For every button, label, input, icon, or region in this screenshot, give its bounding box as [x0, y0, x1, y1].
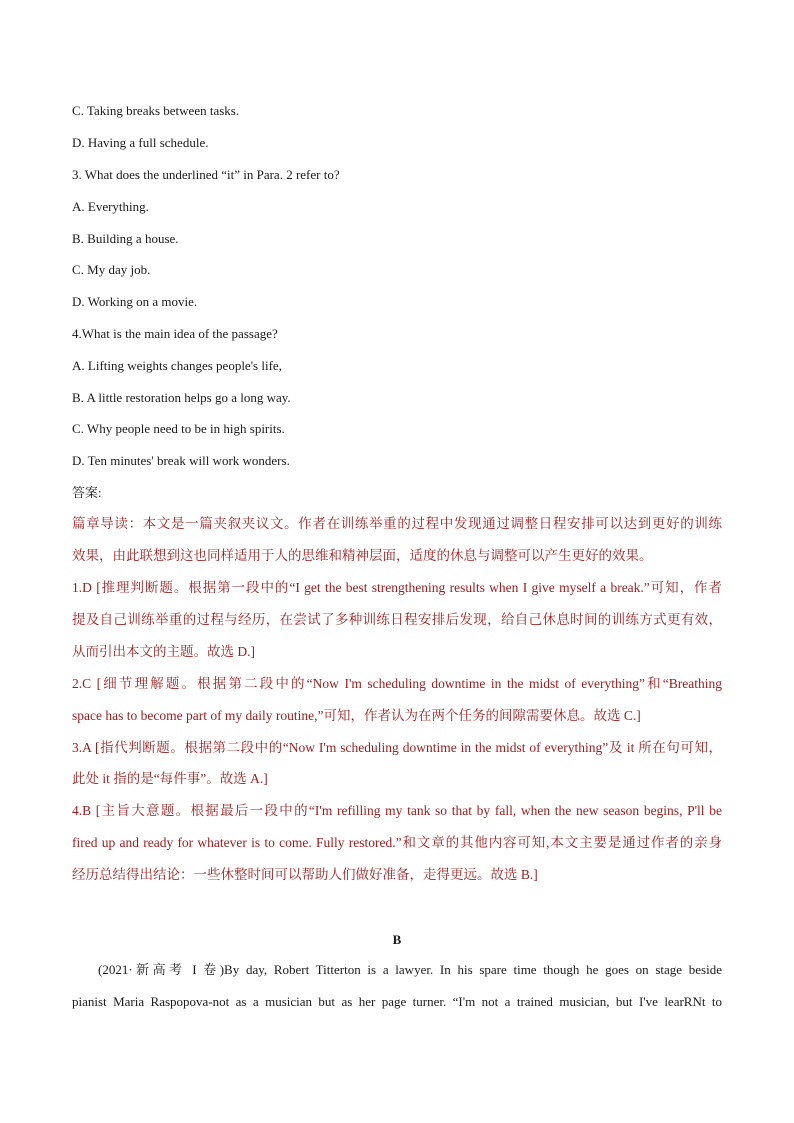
answer-3-line-1: 3.A [指代判断题。根据第二段中的“Now I'm scheduling downtime in the midst of everything”及 it 所在句可知， [72, 740, 722, 755]
analysis-intro-line-2: 效果，由此联想到这也同样适用于人的思维和精神层面，适度的休息与调整可以产生更好的效果。 [72, 548, 653, 563]
analysis-intro-line-1: 篇章导读：本文是一篇夹叙夹议文。作者在训练举重的过程中发现通过调整日程安排可以达到更好的训练 [72, 516, 722, 531]
q4-option-a: A. Lifting weights changes people's life, [72, 358, 282, 373]
section-b-para-line-2: pianist Maria Raspopova-not as a musician but as her page turner. “I'm not a trained musician, but I've learRNt to [72, 994, 722, 1009]
q2-option-c: C. Taking breaks between tasks. [72, 103, 240, 118]
q3-stem: 3. What does the underlined “it” in Para. 2 refer to? [72, 167, 340, 182]
answer-1-line-2: 提及自己训练举重的过程与经历，在尝试了多种训练日程安排后发现，给自己休息时间的训练方式更有效， [72, 612, 722, 627]
answer-1-line-3: 从而引出本文的主题。故选 D.] [72, 644, 255, 659]
section-b-para-line-1: (2021·新高考 I 卷)By day, Robert Titterton is a lawyer. In his spare time though he goes on stage beside [98, 962, 722, 977]
answer-4-line-2: fired up and ready for whatever is to come. Fully restored.”和文章的其他内容可知,本文主要是通过作者的亲身 [72, 835, 722, 850]
answer-1-line-1: 1.D [推理判断题。根据第一段中的“I get the best strengthening results when I give myself a break.”可知，作者 [72, 580, 722, 595]
answer-3-line-2: 此处 it 指的是“每件事”。故选 A.] [72, 771, 268, 786]
section-heading-b: B [392, 932, 402, 947]
answer-label: 答案: [72, 485, 102, 500]
q2-option-d: D. Having a full schedule. [72, 135, 209, 150]
q4-option-c: C. Why people need to be in high spirits. [72, 421, 285, 436]
q3-option-b: B. Building a house. [72, 231, 179, 246]
answer-4-line-3: 经历总结得出结论：一些休整时间可以帮助人们做好准备，走得更远。故选 B.] [72, 867, 538, 882]
q4-option-b: B. A little restoration helps go a long way. [72, 390, 291, 405]
answer-2-line-1: 2.C [细节理解题。根据第二段中的“Now I'm scheduling downtime in the midst of everything”和“Breathing [72, 676, 722, 691]
q3-option-a: A. Everything. [72, 199, 149, 214]
q4-option-d: D. Ten minutes' break will work wonders. [72, 453, 290, 468]
q4-stem: 4.What is the main idea of the passage? [72, 326, 278, 341]
q3-option-c: C. My day job. [72, 262, 151, 277]
answer-2-line-2: space has to become part of my daily routine,”可知，作者认为在两个任务的间隙需要休息。故选 C.] [72, 708, 641, 723]
answer-4-line-1: 4.B [主旨大意题。根据最后一段中的“I'm refilling my tank so that by fall, when the new season begins, P'll be [72, 803, 722, 818]
q3-option-d: D. Working on a movie. [72, 294, 198, 309]
